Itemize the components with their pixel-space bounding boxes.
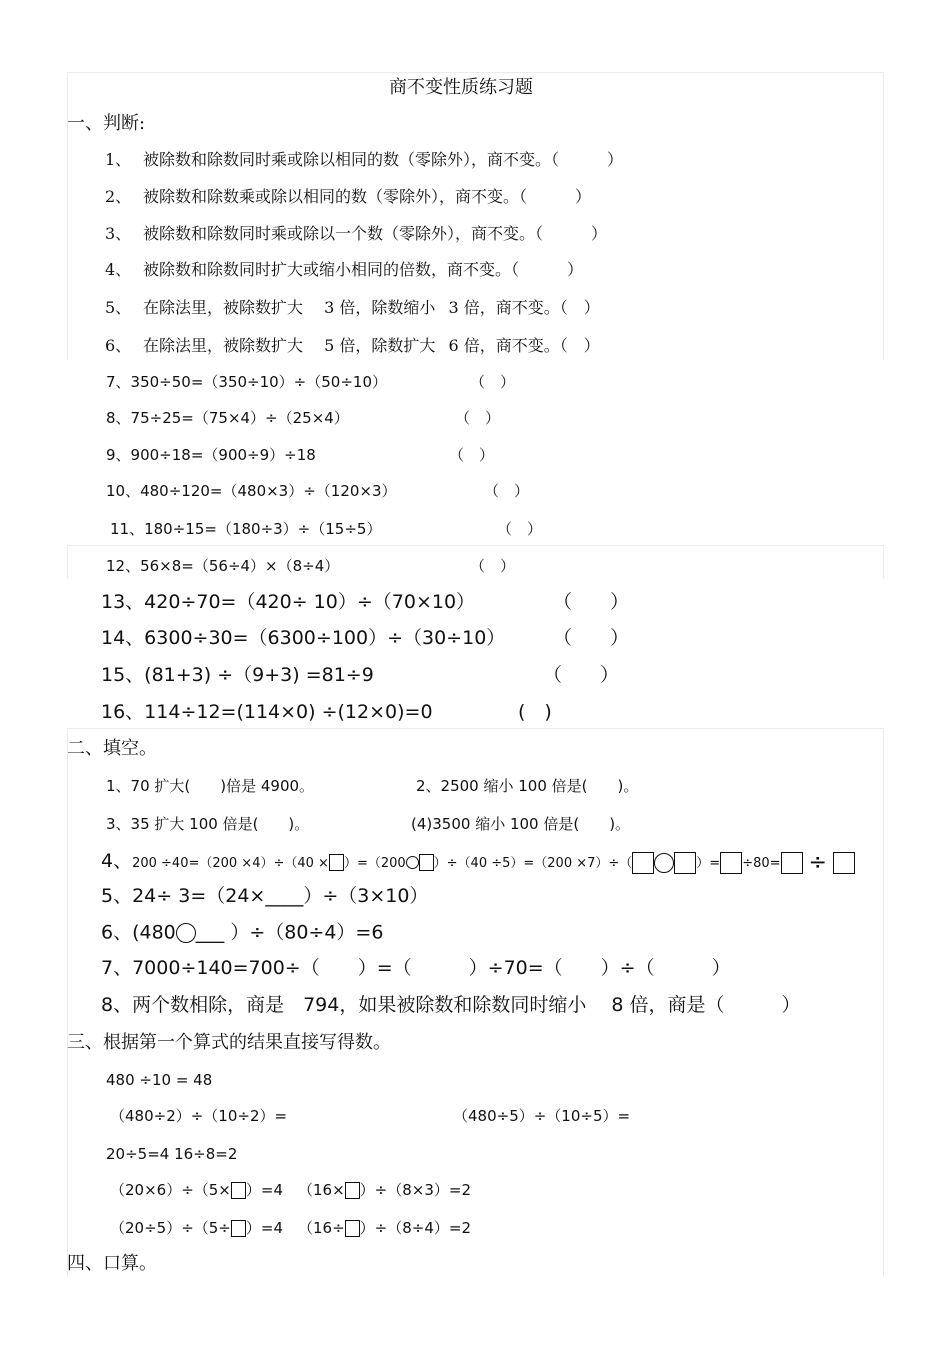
derive-equation: （480÷5）÷（10÷5）= (453, 1107, 631, 1125)
fill-item-part: ）÷（40 ÷5）=（200 ×7）÷（ (433, 856, 633, 871)
answer-paren: （ ） (470, 373, 516, 391)
blank-box (329, 854, 344, 871)
blank-box (720, 852, 742, 874)
derive-part: （20÷5）÷（5÷ (110, 1219, 231, 1237)
judge-item-text: 被除数和除数同时扩大或缩小相同的倍数，商不变。（ ） (143, 260, 584, 279)
derive-part: （20×6）÷（5× (110, 1181, 231, 1199)
derive-equation (110, 1220, 471, 1237)
answer-paren: ( ) (518, 701, 552, 723)
blank-box (419, 854, 434, 871)
calc-item: 11、180÷15=（180÷3）÷（15÷5） (110, 520, 382, 538)
frame-line (67, 545, 883, 546)
blank-box (231, 1182, 246, 1199)
fill-item (101, 923, 383, 943)
answer-paren: （ ） (449, 446, 495, 464)
fill-item-part: ÷80= (742, 856, 781, 871)
fill-item: 7、7000÷140=700÷（ ）=（ ）÷70=（ ）÷（ ） (101, 957, 731, 979)
derive-equation: （480÷2）÷（10÷2）= (110, 1107, 288, 1125)
blank-circle (176, 923, 196, 943)
judge-item-text: 在除法里，被除数扩大 3 倍，除数缩小 3 倍，商不变。（ ） (143, 298, 600, 317)
judge-item-text: 被除数和除数同时乘或除以一个数（零除外），商不变。（ ） (143, 224, 608, 243)
section-heading-judge: 一、判断: (67, 113, 146, 134)
judge-item-num: 2、 (105, 187, 132, 206)
frame-line (67, 728, 883, 729)
judge-item-num: 6、 (105, 336, 132, 355)
blank-circle (406, 856, 419, 869)
section-heading-derive: 三、根据第一个算式的结果直接写得数。 (67, 1032, 391, 1053)
fill-item-part: ） (696, 856, 710, 871)
judge-item-text: 在除法里，被除数扩大 5 倍，除数扩大 6 倍，商不变。（ ） (143, 336, 600, 355)
blank-box (231, 1220, 246, 1237)
answer-paren: （ ） (484, 482, 530, 500)
fill-item: 3、35 扩大 100 倍是( )。 (106, 815, 310, 833)
fill-item-chain (101, 849, 855, 873)
section-heading-mental: 四、口算。 (67, 1253, 157, 1274)
derive-equation (110, 1182, 471, 1199)
fill-item-part: 6、(480 (101, 921, 176, 944)
fill-item: 5、24÷ 3=（24×____）÷（3×10） (101, 885, 429, 907)
calc-item: 7、350÷50=（350÷10）÷（50÷10） (106, 373, 387, 391)
frame-line (67, 72, 883, 73)
division-sign: ÷ (808, 849, 827, 875)
blank-box (674, 852, 696, 874)
fill-item-part: = (709, 856, 721, 871)
answer-paren: （ ） (497, 520, 543, 538)
answer-paren: （ ） (553, 627, 630, 649)
fill-item-num: 4、 (101, 850, 133, 872)
derive-equation: 480 ÷10 = 48 (106, 1071, 213, 1089)
blank-box (833, 852, 855, 874)
judge-item-num: 4、 (105, 260, 132, 279)
blank-box (345, 1220, 360, 1237)
blank-circle (654, 853, 674, 873)
judge-item-text: 被除数和除数同时乘或除以相同的数（零除外），商不变。（ ） (143, 150, 624, 169)
derive-part: ）=4 （16× (245, 1181, 345, 1199)
derive-equation: 20÷5=4 16÷8=2 (106, 1145, 238, 1163)
calc-item-large: 14、6300÷30=（6300÷100）÷（30÷10） (101, 627, 506, 649)
blank-box (781, 852, 803, 874)
derive-part: ）÷（8÷4）=2 (359, 1219, 472, 1237)
calc-item-large: 16、114÷12=(114×0) ÷(12×0)=0 (101, 701, 433, 723)
blank-box (345, 1182, 360, 1199)
fill-item: (4)3500 缩小 100 倍是( )。 (411, 815, 631, 833)
calc-item: 8、75÷25=（75×4）÷（25×4） (106, 409, 349, 427)
answer-paren: （ ） (470, 557, 516, 575)
page-title: 商不变性质练习题 (389, 77, 533, 98)
judge-item-num: 5、 (105, 298, 132, 317)
calc-item: 9、900÷18=（900÷9）÷18 (106, 446, 316, 464)
judge-item-num: 3、 (105, 224, 132, 243)
answer-paren: （ ） (455, 409, 501, 427)
fill-item: 2、2500 缩小 100 倍是( )。 (416, 777, 639, 795)
derive-part: ）÷（8×3）=2 (359, 1181, 472, 1199)
calc-item-large: 13、420÷70=（420÷ 10）÷（70×10） (101, 591, 476, 613)
calc-item-large: 15、(81+3) ÷（9+3) =81÷9 (101, 664, 374, 686)
fill-item-part: 200 ÷40=（200 ×4）÷（40 × (132, 856, 329, 871)
derive-part: ）=4 （16÷ (245, 1219, 345, 1237)
judge-item-text: 被除数和除数乘或除以相同的数（零除外），商不变。（ ） (143, 187, 592, 206)
fill-item: 1、70 扩大( )倍是 4900。 (106, 777, 315, 795)
calc-item: 10、480÷120=（480×3）÷（120×3） (106, 482, 397, 500)
calc-item: 12、56×8=（56÷4）×（8÷4） (106, 557, 340, 575)
fill-item-part: ）=（200 (343, 856, 406, 871)
answer-paren: （ ） (553, 591, 630, 613)
judge-item-num: 1、 (105, 150, 132, 169)
fill-item: 8、两个数相除，商是 794，如果被除数和除数同时缩小 8 倍，商是（ ） (101, 994, 801, 1016)
section-heading-fill: 二、填空。 (67, 738, 157, 759)
blank-box (632, 852, 654, 874)
fill-item-part: ___ ）÷（80÷4）=6 (195, 921, 384, 944)
answer-paren: （ ） (543, 664, 620, 686)
